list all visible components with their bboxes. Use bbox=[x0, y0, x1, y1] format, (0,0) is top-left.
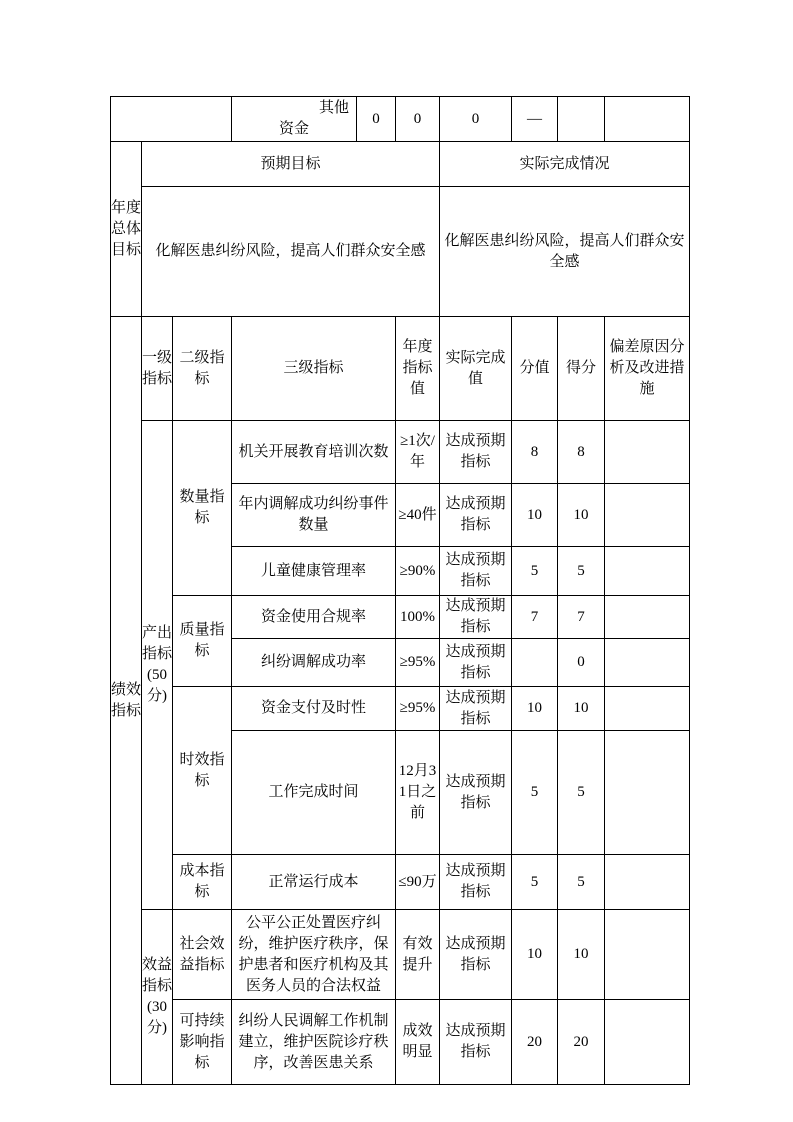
indicator-score: 10 bbox=[558, 910, 605, 1000]
funding-blank-cell bbox=[558, 97, 605, 142]
indicator-score: 10 bbox=[558, 687, 605, 731]
indicator-target: ≥40件 bbox=[396, 484, 440, 547]
funding-blank-cell bbox=[605, 97, 690, 142]
indicator-score: 7 bbox=[558, 596, 605, 639]
indicator-target: 100% bbox=[396, 596, 440, 639]
indicator-target: ≥95% bbox=[396, 687, 440, 731]
indicator-name: 正常运行成本 bbox=[232, 855, 396, 910]
level2-cost-indicators: 成本指标 bbox=[173, 855, 232, 910]
indicator-weight: 7 bbox=[512, 596, 558, 639]
funding-source-label: 其他资金 bbox=[232, 97, 357, 142]
indicator-target: ≤90万 bbox=[396, 855, 440, 910]
expected-goal-text: 化解医患纠纷风险，提高人们群众安全感 bbox=[142, 187, 440, 317]
funding-row bbox=[111, 97, 690, 142]
indicator-weight: 10 bbox=[512, 910, 558, 1000]
indicator-actual: 达成预期指标 bbox=[440, 1000, 512, 1085]
funding-blank-cell bbox=[111, 97, 232, 142]
table-row bbox=[111, 910, 690, 1000]
indicator-target: 有效提升 bbox=[396, 910, 440, 1000]
indicator-target: 成效明显 bbox=[396, 1000, 440, 1085]
indicator-deviation bbox=[605, 484, 690, 547]
indicator-actual: 达成预期指标 bbox=[440, 639, 512, 687]
actual-value-header: 实际完成值 bbox=[440, 317, 512, 421]
indicator-score: 5 bbox=[558, 547, 605, 596]
annual-goal-header-row bbox=[111, 142, 690, 187]
indicator-name: 纠纷人民调解工作机制建立，维护医院诊疗秩序，改善医患关系 bbox=[232, 1000, 396, 1085]
level1-benefit-indicators: 效益指标(30分) bbox=[142, 910, 173, 1085]
indicator-weight: 8 bbox=[512, 421, 558, 484]
indicator-name: 资金使用合规率 bbox=[232, 596, 396, 639]
performance-indicators-label: 绩效指标 bbox=[111, 317, 142, 1085]
level2-timeliness-indicators: 时效指标 bbox=[173, 687, 232, 855]
indicator-score: 5 bbox=[558, 855, 605, 910]
performance-evaluation-table bbox=[110, 96, 690, 1085]
level2-quantity-indicators: 数量指标 bbox=[173, 421, 232, 596]
level2-social-benefit-indicators: 社会效益指标 bbox=[173, 910, 232, 1000]
table-row bbox=[111, 596, 690, 639]
funding-value-cell: 0 bbox=[357, 97, 396, 142]
indicator-weight: 20 bbox=[512, 1000, 558, 1085]
indicator-header-row bbox=[111, 317, 690, 421]
indicator-actual: 达成预期指标 bbox=[440, 910, 512, 1000]
indicator-deviation bbox=[605, 910, 690, 1000]
indicator-actual: 达成预期指标 bbox=[440, 421, 512, 484]
indicator-score: 5 bbox=[558, 731, 605, 855]
indicator-name: 公平公正处置医疗纠纷，维护医疗秩序，保护患者和医疗机构及其医务人员的合法权益 bbox=[232, 910, 396, 1000]
indicator-deviation bbox=[605, 855, 690, 910]
indicator-deviation bbox=[605, 687, 690, 731]
indicator-actual: 达成预期指标 bbox=[440, 484, 512, 547]
level1-header: 一级指标 bbox=[142, 317, 173, 421]
indicator-name: 工作完成时间 bbox=[232, 731, 396, 855]
indicator-name: 资金支付及时性 bbox=[232, 687, 396, 731]
indicator-deviation bbox=[605, 547, 690, 596]
annual-goal-content-row bbox=[111, 187, 690, 317]
indicator-deviation bbox=[605, 1000, 690, 1085]
indicator-target: ≥95% bbox=[396, 639, 440, 687]
indicator-target: ≥1次/年 bbox=[396, 421, 440, 484]
indicator-deviation bbox=[605, 639, 690, 687]
table-row bbox=[111, 855, 690, 910]
table-row bbox=[111, 687, 690, 731]
indicator-deviation bbox=[605, 596, 690, 639]
level2-sustainable-impact-indicators: 可持续影响指标 bbox=[173, 1000, 232, 1085]
indicator-weight: 5 bbox=[512, 855, 558, 910]
indicator-weight: 10 bbox=[512, 484, 558, 547]
actual-completion-text: 化解医患纠纷风险，提高人们群众安全感 bbox=[440, 187, 690, 317]
weight-header: 分值 bbox=[512, 317, 558, 421]
indicator-actual: 达成预期指标 bbox=[440, 687, 512, 731]
funding-value-cell: — bbox=[512, 97, 558, 142]
indicator-name: 儿童健康管理率 bbox=[232, 547, 396, 596]
level2-quality-indicators: 质量指标 bbox=[173, 596, 232, 687]
indicator-deviation bbox=[605, 731, 690, 855]
indicator-target: 12月31日之前 bbox=[396, 731, 440, 855]
indicator-actual: 达成预期指标 bbox=[440, 731, 512, 855]
indicator-deviation bbox=[605, 421, 690, 484]
actual-completion-header: 实际完成情况 bbox=[440, 142, 690, 187]
annual-goal-label: 年度总体目标 bbox=[111, 142, 142, 317]
indicator-actual: 达成预期指标 bbox=[440, 855, 512, 910]
target-header: 年度指标值 bbox=[396, 317, 440, 421]
deviation-header: 偏差原因分析及改进措施 bbox=[605, 317, 690, 421]
indicator-weight: 5 bbox=[512, 547, 558, 596]
indicator-actual: 达成预期指标 bbox=[440, 596, 512, 639]
indicator-score: 10 bbox=[558, 484, 605, 547]
score-header: 得分 bbox=[558, 317, 605, 421]
expected-goal-header: 预期目标 bbox=[142, 142, 440, 187]
funding-value-cell: 0 bbox=[440, 97, 512, 142]
indicator-weight bbox=[512, 639, 558, 687]
level1-output-indicators: 产出指标(50分) bbox=[142, 421, 173, 910]
indicator-target: ≥90% bbox=[396, 547, 440, 596]
indicator-name: 年内调解成功纠纷事件数量 bbox=[232, 484, 396, 547]
table-row bbox=[111, 421, 690, 484]
indicator-actual: 达成预期指标 bbox=[440, 547, 512, 596]
funding-value-cell: 0 bbox=[396, 97, 440, 142]
indicator-name: 纠纷调解成功率 bbox=[232, 639, 396, 687]
level2-header: 二级指标 bbox=[173, 317, 232, 421]
indicator-weight: 5 bbox=[512, 731, 558, 855]
table-row bbox=[111, 1000, 690, 1085]
indicator-weight: 10 bbox=[512, 687, 558, 731]
indicator-name: 机关开展教育培训次数 bbox=[232, 421, 396, 484]
indicator-score: 20 bbox=[558, 1000, 605, 1085]
indicator-score: 0 bbox=[558, 639, 605, 687]
indicator-score: 8 bbox=[558, 421, 605, 484]
level3-header: 三级指标 bbox=[232, 317, 396, 421]
